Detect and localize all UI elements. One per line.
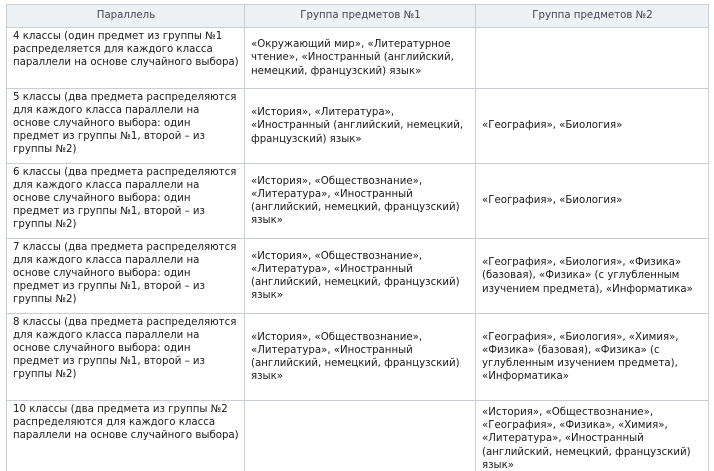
cell-group-1: «История», «Обществознание», «Литература», «Иностранный (английский, немецкий, французский) язык» [245,239,476,314]
table-row [7,401,709,471]
cell-group-1: «История», «Обществознание», «Литература», «Иностранный (английский, немецкий, французский) язык» [245,314,476,401]
header-group-2: Группа предметов №2 [476,5,709,28]
cell-parallel: 5 классы (два предмета распределяются для каждого класса параллели на основе случайного выбора: один предмет из группы №1, второй – из группы №2) [7,89,245,164]
cell-parallel: 8 классы (два предмета распределяются для каждого класса параллели на основе случайного выбора: один предмет из группы №1, второй – из группы №2) [7,314,245,401]
cell-parallel: 6 классы (два предмета распределяются для каждого класса параллели на основе случайного выбора: один предмет из группы №1, второй – из группы №2) [7,164,245,239]
cell-group-2: «География», «Биология», «Физика» (базовая), «Физика» (с углубленным изучением предмета), «Информатика» [476,239,709,314]
cell-group-1: «Окружающий мир», «Литературное чтение», «Иностранный (английский, немецкий, французский) язык» [245,28,476,89]
table-row [7,239,709,314]
table-row [7,164,709,239]
vpr-subjects-table [6,4,709,471]
header-parallel: Параллель [7,5,245,28]
cell-parallel: 7 классы (два предмета распределяются для каждого класса параллели на основе случайного выбора: один предмет из группы №1, второй – из группы №2) [7,239,245,314]
cell-group-2: «География», «Биология», «Химия», «Физика» (базовая), «Физика» (с углубленным изучением предмета), «Информатика» [476,314,709,401]
table-row [7,89,709,164]
table-row [7,314,709,401]
cell-group-2 [476,28,709,89]
table-row [7,28,709,89]
header-group-1: Группа предметов №1 [245,5,476,28]
cell-group-1: «История», «Обществознание», «Литература», «Иностранный (английский, немецкий, французский) язык» [245,164,476,239]
cell-parallel: 4 классы (один предмет из группы №1 распределяется для каждого класса параллели на основе случайного выбора) [7,28,245,89]
cell-group-2: «География», «Биология» [476,89,709,164]
table-header-row [7,5,709,28]
cell-group-2: «История», «Обществознание», «География», «Физика», «Химия», «Литература», «Иностранный (английский, немецкий, французский) язык» [476,401,709,471]
cell-parallel: 10 классы (два предмета из группы №2 распределяются для каждого класса параллели на основе случайного выбора) [7,401,245,471]
cell-group-2: «География», «Биология» [476,164,709,239]
cell-group-1: «История», «Литература», «Иностранный (английский, немецкий, французский) язык» [245,89,476,164]
cell-group-1 [245,401,476,471]
